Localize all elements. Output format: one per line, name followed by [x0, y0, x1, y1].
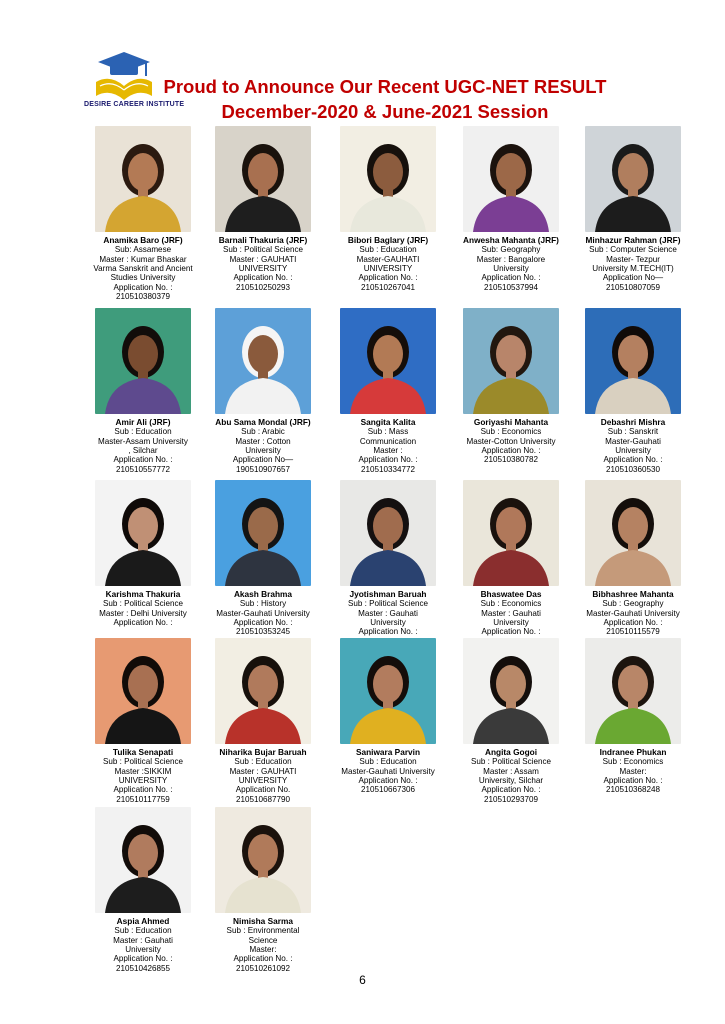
student-photo — [340, 126, 436, 232]
student-detail: Sub : Education — [359, 245, 417, 255]
student-detail: Master : GAUHATI — [229, 766, 297, 776]
student-detail: 210510353245 — [235, 627, 291, 637]
student-name: Aspia Ahmed — [116, 916, 170, 926]
student-detail: Application No. : — [481, 785, 541, 795]
student-photo — [95, 480, 191, 586]
student-card — [201, 638, 325, 804]
student-card — [449, 638, 573, 804]
student-detail: , Silchar — [128, 446, 158, 455]
student-detail: Sub : Environmental — [226, 926, 300, 936]
student-detail: 190510907657 — [235, 464, 291, 474]
student-detail: Sub : Education — [234, 757, 292, 767]
student-detail: 210510687790 — [235, 794, 291, 804]
student-detail: University, Silchar — [478, 776, 544, 785]
student-photo — [463, 308, 559, 414]
student-detail: Application No. : — [233, 618, 293, 627]
student-detail: Sub : Political Science — [470, 757, 552, 767]
student-detail: Sub : Mass — [367, 427, 409, 437]
student-card — [571, 308, 695, 474]
student-name: Barnali Thakuria (JRF) — [218, 235, 308, 245]
student-card — [326, 480, 450, 646]
student-detail: Application No. — [235, 785, 291, 795]
student-card — [81, 126, 205, 301]
student-detail: 210510250293 — [235, 282, 291, 292]
student-detail: Sub : Education — [114, 427, 172, 437]
student-detail: Master-Cotton University — [466, 436, 556, 446]
student-detail: 210510380379 — [115, 291, 171, 301]
student-detail: Studies University — [110, 273, 176, 283]
student-detail: Master: — [619, 766, 647, 776]
student-photo — [340, 308, 436, 414]
student-detail: 210510807059 — [605, 282, 661, 292]
student-photo — [215, 126, 311, 232]
student-detail: Sub : Sanskrit — [607, 427, 659, 437]
student-name: Debashri Mishra — [600, 417, 666, 427]
student-detail: Sub : Computer Science — [589, 245, 677, 255]
student-name: Goriyashi Mahanta — [473, 417, 549, 427]
student-card — [201, 480, 325, 637]
student-card — [449, 480, 573, 637]
student-detail: Master : Gauhati — [481, 608, 541, 618]
student-detail: 210510667306 — [360, 785, 416, 795]
student-detail: 210510261092 — [235, 963, 291, 973]
student-detail: Sub : Education — [114, 926, 172, 936]
student-card — [571, 126, 695, 292]
student-photo — [95, 308, 191, 414]
student-card — [81, 308, 205, 474]
student-name: Akash Brahma — [233, 589, 293, 599]
student-name: Tulika Senapati — [112, 747, 174, 757]
student-detail: Master : Delhi University — [99, 608, 187, 618]
student-name: Anamika Baro (JRF) — [103, 235, 183, 245]
student-detail: Sub : Political Science — [102, 599, 184, 609]
student-detail: Application No. : — [481, 273, 541, 283]
page-subtitle: December-2020 & June-2021 Session — [221, 101, 549, 122]
student-photo — [215, 638, 311, 744]
student-photo — [95, 126, 191, 232]
student-name: Indranee Phukan — [599, 747, 667, 757]
student-detail: 210510115579 — [606, 627, 660, 637]
student-detail: Sub : History — [239, 599, 287, 609]
student-detail: University — [493, 618, 529, 627]
student-detail: Application No. : — [113, 954, 173, 964]
student-name: Jyotishman Baruah — [349, 589, 427, 599]
student-detail: Application No— — [232, 455, 294, 465]
student-photo — [215, 480, 311, 586]
student-detail: 210510426855 — [115, 963, 171, 973]
student-detail: University M.TECH(IT) — [592, 264, 674, 273]
student-detail: Application No. : — [113, 785, 173, 795]
student-detail: Master: — [249, 945, 277, 954]
student-detail: University — [615, 446, 651, 455]
student-detail: 210510557772 — [115, 464, 171, 474]
student-detail: Application No. : — [113, 455, 173, 465]
student-detail: Master-Gauhati — [605, 436, 661, 446]
student-detail: Master :SIKKIM — [114, 766, 172, 776]
student-detail: Master : GAUHATI — [229, 254, 297, 264]
student-detail: Varma Sanskrit and Ancient — [93, 264, 193, 273]
student-photo — [585, 308, 681, 414]
student-card — [81, 807, 205, 973]
student-card — [326, 638, 450, 795]
student-detail: Sub: Assamese — [114, 245, 172, 255]
student-detail: Application No. : — [603, 455, 663, 465]
student-card — [571, 638, 695, 795]
student-photo — [215, 308, 311, 414]
student-detail: University — [370, 618, 406, 627]
student-detail: Master- Tezpur — [606, 254, 660, 264]
student-card — [81, 638, 205, 804]
student-name: Bhaswatee Das — [480, 589, 542, 599]
student-detail: Application No. : — [481, 446, 541, 455]
student-detail: University — [493, 264, 529, 273]
student-name: Amir Ali (JRF) — [115, 417, 171, 427]
student-detail: Master : Gauhati — [358, 608, 418, 618]
student-name: Sangita Kalita — [360, 417, 416, 427]
student-detail: UNIVERSITY — [238, 264, 288, 273]
student-detail: Master : Assam — [483, 766, 539, 776]
student-detail: Application No. : — [233, 273, 293, 283]
student-detail: Master : Cotton — [235, 436, 291, 446]
student-name: Abu Sama Mondal (JRF) — [215, 417, 311, 427]
student-detail: Application No. : — [358, 776, 418, 785]
student-detail: 210510380782 — [483, 455, 539, 465]
student-detail: Application No. : — [113, 282, 173, 292]
student-photo — [463, 480, 559, 586]
student-detail: Application No. : — [113, 618, 173, 627]
student-detail: Application No. : — [358, 455, 418, 465]
student-photo — [215, 807, 311, 913]
student-detail: 210510117759 — [116, 794, 170, 804]
student-detail: Master-Gauhati University — [586, 608, 680, 618]
student-detail: University — [245, 446, 281, 455]
student-photo — [95, 638, 191, 744]
student-detail: UNIVERSITY — [238, 776, 288, 785]
student-detail: 210510537994 — [483, 282, 539, 292]
student-detail: Master-Gauhati University — [216, 608, 310, 618]
student-card — [571, 480, 695, 637]
student-photo — [340, 480, 436, 586]
student-detail: Sub : Arabic — [241, 427, 285, 437]
student-detail: University — [125, 945, 161, 954]
student-detail: Master : — [373, 446, 403, 455]
student-card — [449, 126, 573, 292]
student-name: Anwesha Mahanta (JRF) — [463, 235, 559, 245]
student-name: Bibori Baglary (JRF) — [347, 235, 429, 245]
logo-text: DESIRE CAREER INSTITUTE — [84, 101, 185, 108]
student-detail: Master-Gauhati University — [341, 766, 435, 776]
student-detail: UNIVERSITY — [363, 264, 413, 273]
student-card — [81, 480, 205, 627]
student-detail: 210510334772 — [360, 464, 416, 474]
student-detail: Master : Kumar Bhaskar — [99, 254, 187, 264]
student-detail: Sub : Political Science — [347, 599, 429, 609]
student-detail: Application No. : — [358, 627, 418, 637]
student-detail: Communication — [359, 436, 417, 446]
student-detail: 210510368248 — [605, 785, 661, 795]
student-detail: Application No— — [602, 273, 664, 283]
student-detail: Application No. : — [603, 776, 663, 785]
student-photo — [340, 638, 436, 744]
student-photo — [463, 126, 559, 232]
student-detail: Master : Gauhati — [113, 935, 173, 945]
student-name: Minhazur Rahman (JRF) — [585, 235, 681, 245]
student-detail: Sub : Economics — [602, 757, 664, 767]
student-detail: Master-Assam University — [98, 436, 188, 446]
student-name: Bibhashree Mahanta — [592, 589, 674, 599]
student-detail: Sub : Political Science — [222, 245, 304, 255]
student-card — [201, 126, 325, 292]
student-detail: Sub : Education — [359, 757, 417, 767]
student-card — [201, 308, 325, 474]
student-name: Niharika Bujar Baruah — [219, 747, 307, 757]
student-photo — [585, 638, 681, 744]
student-detail: Application No. : — [358, 273, 418, 283]
student-detail: Application No. : — [603, 618, 663, 627]
page-title: Proud to Announce Our Recent UGC-NET RESULT — [163, 76, 607, 97]
student-name: Angita Gogoi — [484, 747, 538, 757]
student-detail: 210510293709 — [483, 794, 539, 804]
student-detail: Sub : Economics — [480, 599, 542, 609]
student-detail: Application No. : — [233, 954, 293, 964]
student-name: Nimisha Sarma — [233, 916, 293, 926]
student-photo — [585, 480, 681, 586]
student-card — [449, 308, 573, 465]
student-photo — [463, 638, 559, 744]
student-detail: Sub : Political Science — [102, 757, 184, 767]
student-detail: Master : Bangalore — [476, 254, 546, 264]
student-card — [326, 308, 450, 474]
student-name: Karishma Thakuria — [105, 589, 181, 599]
student-detail: Sub : Geography — [602, 599, 664, 609]
student-detail: 210510267041 — [360, 282, 416, 292]
student-detail: Sub: Geography — [481, 245, 541, 255]
student-card — [201, 807, 325, 973]
student-detail: Master-GAUHATI — [356, 254, 420, 264]
student-photo — [585, 126, 681, 232]
page-number: 6 — [359, 973, 366, 987]
student-name: Saniwara Parvin — [355, 747, 421, 757]
student-detail: Sub : Economics — [480, 427, 542, 437]
student-detail: UNIVERSITY — [118, 776, 168, 785]
student-photo — [95, 807, 191, 913]
student-detail: 210510360530 — [605, 464, 661, 474]
student-card — [326, 126, 450, 292]
student-detail: Application No. : — [481, 627, 541, 637]
student-detail: Science — [248, 935, 278, 945]
